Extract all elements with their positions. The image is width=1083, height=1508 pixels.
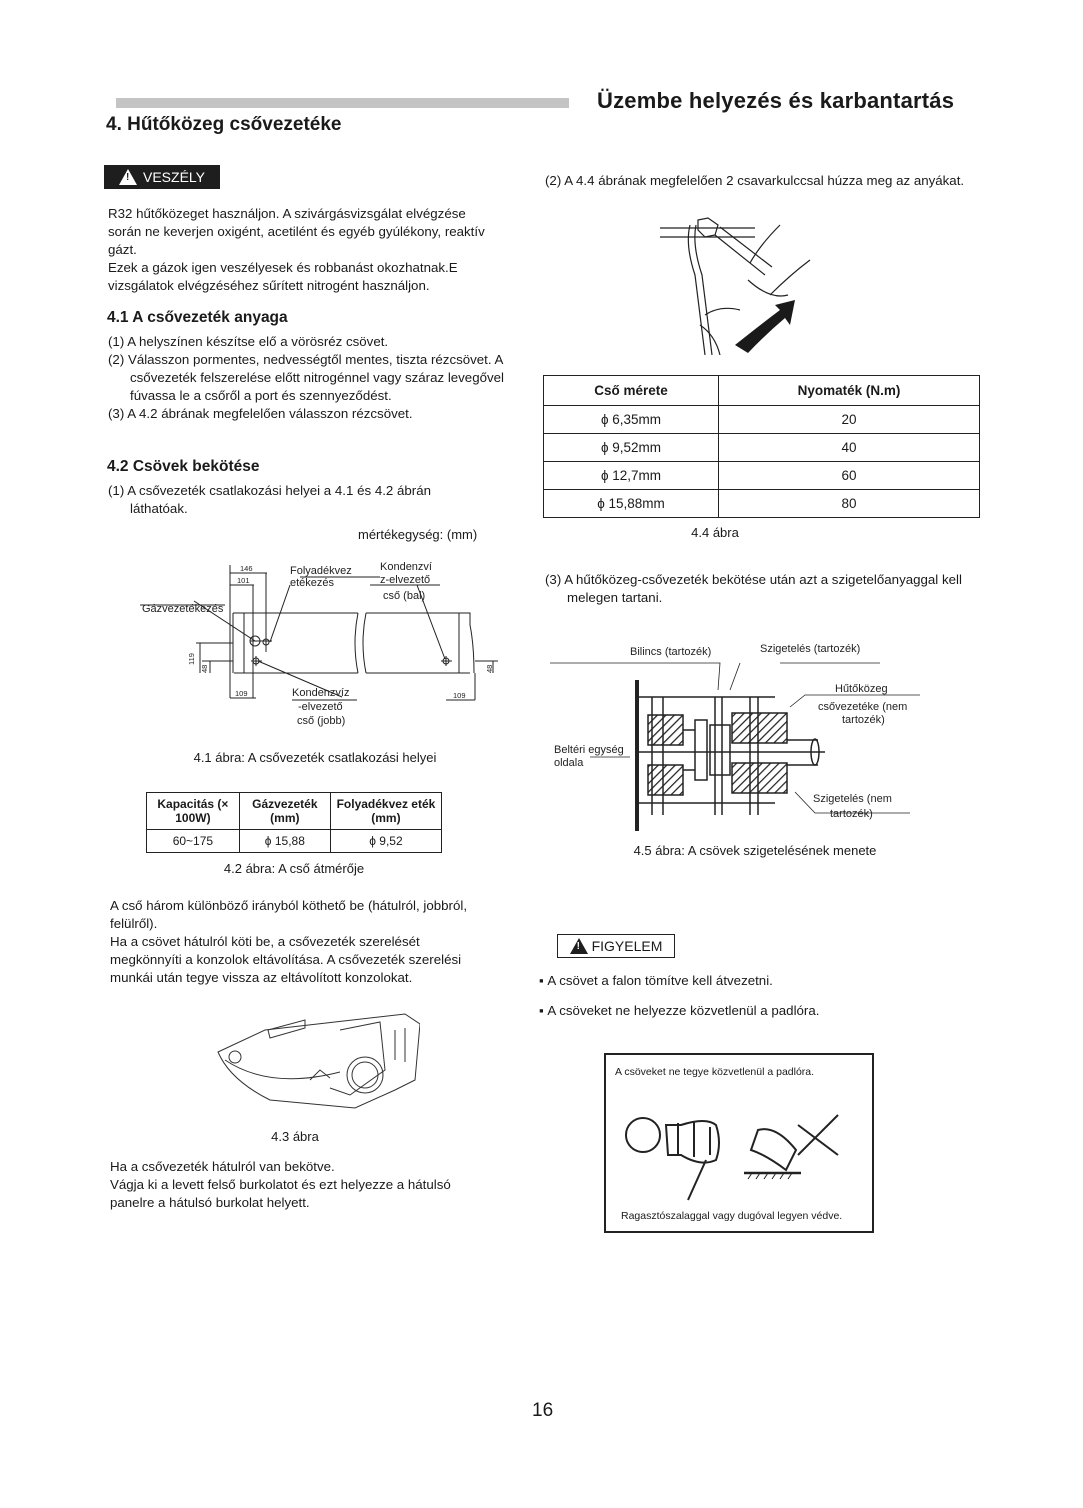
table-row — [544, 406, 980, 434]
danger-label: VESZÉLY — [143, 169, 205, 185]
figure-caption-4-4: 4.4 ábra — [691, 525, 739, 540]
drain-left-label: Kondenzví — [380, 561, 432, 573]
pipe-label: csővezetéke (nem — [818, 701, 908, 713]
figure-caption-4-1: 4.1 ábra: A csővezeték csatlakozási helyei — [193, 750, 437, 765]
danger-line: gázt. — [108, 242, 137, 257]
warning-icon — [570, 938, 588, 954]
box-top-text: A csöveket ne tegye közvetlenül a padlóra. — [615, 1066, 815, 1078]
section-title: 4. Hűtőközeg csővezetéke — [106, 114, 342, 135]
table-cell: ϕ 9,52mm — [544, 434, 719, 462]
rear-cover-text — [110, 1158, 520, 1212]
subsection-title-4-2: 4.2 Csövek bekötése — [107, 458, 260, 475]
drain-right-label: -elvezető — [298, 701, 343, 713]
text-line: A cső három különböző irányból köthető be (hátulról, jobbról, — [110, 898, 468, 913]
table-cell: ϕ 6,35mm — [544, 406, 719, 434]
subsection-title-4-1: 4.1 A csővezeték anyaga — [107, 309, 288, 326]
table-row — [147, 830, 442, 853]
dim-label: 48 — [200, 664, 209, 673]
dim-label: 109 — [453, 691, 466, 700]
box-bottom-text: Ragasztószalaggal vagy dugóval legyen védve. — [621, 1210, 843, 1222]
text-line: felülről). — [110, 916, 158, 931]
table-cell: ϕ 15,88 — [239, 830, 330, 853]
insulation-diagram — [550, 635, 920, 835]
text-line: Ha a csövet hátulról köti be, a csővezeték szerelését — [110, 934, 420, 949]
table-cell: ϕ 9,52 — [330, 830, 441, 853]
step-3-text: (3) A hűtőközeg-csővezeték bekötése után azt a szigetelőanyaggal kell melegen tartani. — [545, 572, 962, 605]
dim-label: 48 — [485, 664, 494, 673]
drain-right-label: Kondenzvíz — [292, 687, 350, 699]
bullet-item — [539, 973, 773, 988]
bullet-text: A csövet a falon tömítve kell átvezetni. — [547, 973, 773, 988]
ng-cross-icon — [798, 1115, 838, 1155]
list-4-2 — [108, 482, 473, 518]
list-4-1 — [108, 333, 508, 423]
rear-connection-text — [110, 897, 520, 987]
liquid-label: Folyadékvez — [290, 565, 352, 577]
table-cell: 20 — [719, 406, 980, 434]
table-cell: 40 — [719, 434, 980, 462]
pipe-connection-diagram — [130, 555, 510, 735]
bullet-icon: ▪ — [539, 973, 548, 988]
table-header-row — [147, 793, 442, 830]
list-item: (3) A 4.2 ábrának megfelelően válasszon rézcsövet. — [108, 406, 413, 421]
table-cell: ϕ 15,88mm — [544, 490, 719, 518]
insulation-non-accessory-label: tartozék) — [830, 808, 873, 820]
table-header: Folyadékvez eték (mm) — [330, 793, 441, 830]
danger-line: vizsgálatok elvégzéséhez sűrített nitrogént használjon. — [108, 278, 430, 293]
insulation-accessory-label: Szigetelés (tartozék) — [760, 643, 861, 655]
bullet-item — [539, 1003, 819, 1018]
table-cell: 60 — [719, 462, 980, 490]
table-header: Cső mérete — [544, 376, 719, 406]
table-header-row — [544, 376, 980, 406]
pipe-protection-drawing — [606, 1055, 872, 1231]
caution-badge — [557, 934, 675, 958]
list-item: (1) A helyszínen készítse elő a vörösréz csövet. — [108, 334, 389, 349]
table-cell: 80 — [719, 490, 980, 518]
list-item: (2) Válasszon pormentes, nedvességtől mentes, tiszta rézcsövet. A csővezeték felszerelése előtt nitrogénnel vagy száraz levegővel fúvassa le a csőről a port és szennyeződést. — [108, 352, 504, 403]
drain-right-label: cső (jobb) — [297, 715, 346, 727]
dim-label: 146 — [240, 564, 253, 573]
danger-badge — [104, 165, 220, 189]
list-item: (1) A csővezeték csatlakozási helyei a 4.1 és 4.2 ábrán láthatóak. — [108, 483, 432, 516]
pipe-label: tartozék) — [842, 714, 885, 726]
text-line: panelre a hátulsó burkolat helyett. — [110, 1195, 310, 1210]
drain-left-label: cső (bal) — [383, 590, 426, 602]
table-row — [544, 490, 980, 518]
table-row — [544, 434, 980, 462]
pipe-diameter-table — [146, 792, 442, 853]
liquid-label: etékezés — [290, 577, 335, 589]
figure-caption-4-5: 4.5 ábra: A csövek szigetelésének menete — [633, 843, 877, 858]
table-cell: 60~175 — [147, 830, 240, 853]
indoor-side-label: Beltéri egység — [554, 744, 624, 756]
drain-left-label: z-elvezető — [380, 574, 431, 586]
page-header-title: Üzembe helyezés és karbantartás — [597, 88, 955, 113]
table-header: Gázvezeték (mm) — [239, 793, 330, 830]
unit-label: mértékegység: (mm) — [358, 527, 478, 542]
gas-label: Gázvezetékezés — [142, 603, 224, 615]
wrench-tightening-drawing — [660, 215, 820, 355]
bullet-text: A csöveket ne helyezze közvetlenül a padlóra. — [547, 1003, 820, 1018]
table-cell: ϕ 12,7mm — [544, 462, 719, 490]
pipe-floor-warning-box — [604, 1053, 874, 1233]
text-line: Vágja ki a levett felső burkolatot és ezt helyezze a hátulsó — [110, 1177, 451, 1192]
indoor-unit-drawing — [210, 1000, 420, 1115]
bullet-icon: ▪ — [539, 1003, 548, 1018]
pipe-label: Hűtőközeg — [835, 683, 888, 695]
danger-line: Ezek a gázok igen veszélyesek és robbanást okozhatnak.E — [108, 260, 458, 275]
caution-label: FIGYELEM — [591, 938, 663, 954]
table-row — [544, 462, 980, 490]
text-line: Ha a csővezeték hátulról van bekötve. — [110, 1159, 335, 1174]
dim-label: 109 — [235, 689, 248, 698]
danger-line: során ne keverjen oxigént, acetilént és egyéb gyúlékony, reaktív — [108, 224, 485, 239]
insulation-non-accessory-label: Szigetelés (nem — [813, 793, 892, 805]
dim-label: 101 — [237, 576, 250, 585]
table-header: Nyomaték (N.m) — [719, 376, 980, 406]
page-number: 16 — [532, 1400, 554, 1421]
danger-text — [108, 205, 528, 295]
figure-caption-4-3: 4.3 ábra — [271, 1129, 319, 1144]
indoor-side-label: oldala — [554, 757, 584, 769]
torque-table — [543, 375, 980, 518]
text-line: munkái után tegye vissza az eltávolított konzolokat. — [110, 970, 413, 985]
figure-caption-4-2: 4.2 ábra: A cső átmérője — [223, 861, 365, 876]
dim-label: 119 — [187, 653, 196, 665]
text-line: megkönnyíti a konzolok eltávolítása. A csővezeték szerelési — [110, 952, 462, 967]
ok-circle-icon — [626, 1118, 660, 1152]
warning-icon — [119, 169, 137, 185]
danger-line: R32 hűtőközeget használjon. A szivárgásvizsgálat elvégzése — [108, 206, 466, 221]
step-2-text: (2) A 4.4 ábrának megfelelően 2 csavarkulccsal húzza meg az anyákat. — [545, 173, 965, 188]
table-header: Kapacitás (× 100W) — [147, 793, 240, 830]
clamp-label: Bilincs (tartozék) — [630, 646, 712, 658]
header-bar — [116, 98, 569, 108]
